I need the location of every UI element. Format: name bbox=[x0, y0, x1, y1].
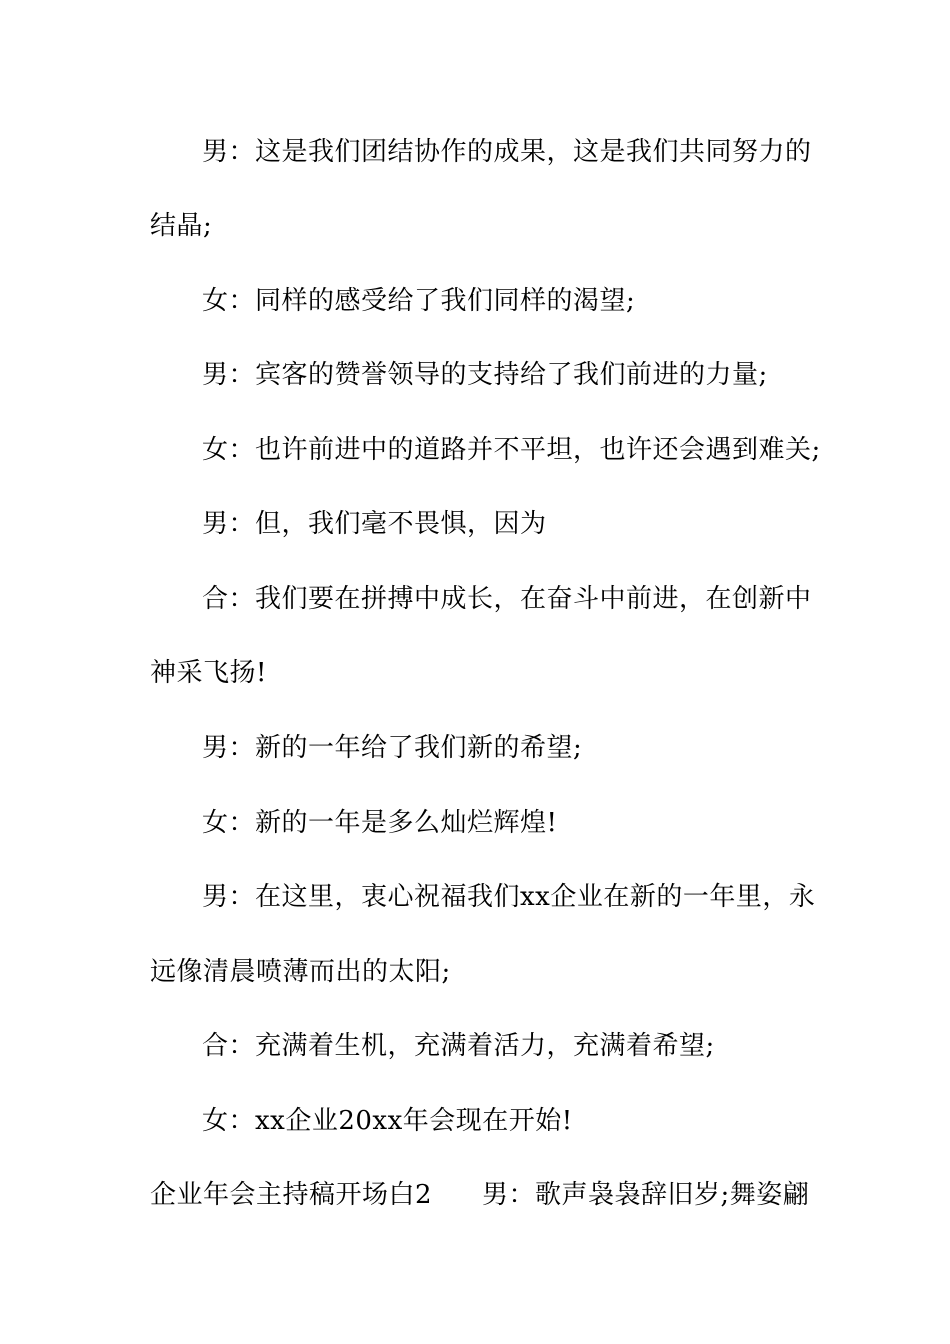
dialogue-line: 合：我们要在拼搏中成长，在奋斗中前进，在创新中 bbox=[202, 584, 812, 614]
dialogue-line: 男：但，我们毫不畏惧，因为 bbox=[202, 509, 547, 539]
dialogue-line: 女：xx企业20xx年会现在开始! bbox=[202, 1106, 573, 1136]
dialogue-line: 结晶; bbox=[150, 211, 213, 241]
dialogue-line: 男：宾客的赞誉领导的支持给了我们前进的力量; bbox=[202, 360, 768, 390]
section-heading: 企业年会主持稿开场白2 bbox=[150, 1180, 433, 1210]
dialogue-line: 男：新的一年给了我们新的希望; bbox=[202, 733, 583, 763]
section-first-line: 男：歌声袅袅辞旧岁;舞姿翩 bbox=[482, 1180, 810, 1210]
dialogue-line: 女：新的一年是多么灿烂辉煌! bbox=[202, 808, 558, 838]
dialogue-line: 女：同样的感受给了我们同样的渴望; bbox=[202, 286, 636, 316]
dialogue-line: 神采飞扬! bbox=[150, 658, 267, 688]
dialogue-line: 男：在这里，衷心祝福我们xx企业在新的一年里，永 bbox=[202, 882, 816, 912]
dialogue-line: 男：这是我们团结协作的成果，这是我们共同努力的 bbox=[202, 137, 812, 167]
dialogue-line: 远像清晨喷薄而出的太阳; bbox=[150, 957, 451, 987]
dialogue-line: 合：充满着生机，充满着活力，充满着希望; bbox=[202, 1031, 715, 1061]
dialogue-line: 女：也许前进中的道路并不平坦，也许还会遇到难关; bbox=[202, 435, 821, 465]
section-line bbox=[150, 1179, 810, 1211]
